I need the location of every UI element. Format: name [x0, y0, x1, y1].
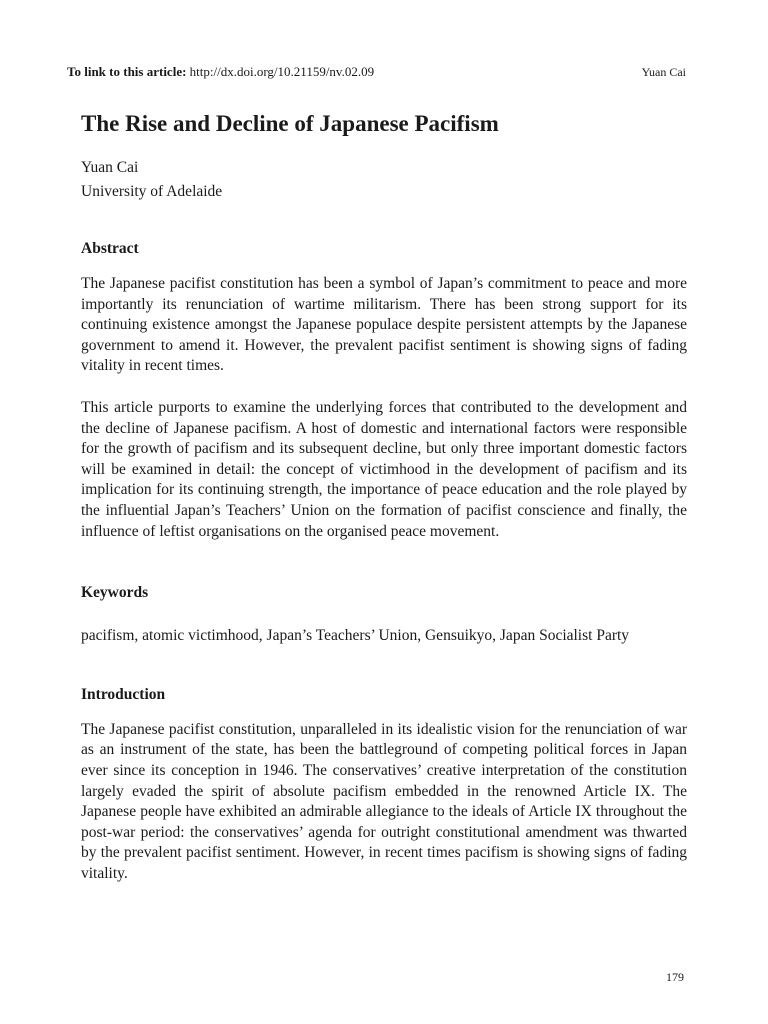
keywords-heading: Keywords	[81, 584, 149, 602]
author-affiliation: University of Adelaide	[81, 183, 223, 200]
abstract-heading: Abstract	[81, 240, 139, 257]
article-title: The Rise and Decline of Japanese Pacifism	[81, 111, 499, 136]
running-author: Yuan Cai	[641, 65, 686, 79]
link-label: To link to this article:	[67, 64, 187, 79]
introduction-paragraph: The Japanese pacifist constitution, unparalleled in its idealistic vision for the renunciation of war as an instrument of the state, has been the battleground of competing political forces in Japan ever since its conception in 1946. The conservatives’ creative interpretation of the constitution largely evaded the spirit of absolute pacifism embedded in the renowned Article IX. The Japanese people have exhibited an admirable allegiance to the ideals of Article IX throughout the post-war period: the conservatives’ agenda for outright constitutional amendment was thwarted by the prevalent pacifist sentiment. However, in recent times pacifism is showing signs of fading vitality.	[81, 720, 687, 882]
article-body	[81, 108, 687, 884]
abstract-paragraph: This article purports to examine the underlying forces that contributed to the development and the decline of Japanese pacifism. A host of domestic and international factors were responsible for the growth of pacifism and its subsequent decline, but only three important domestic factors will be examined in detail: the concept of victimhood in the development of pacifism and its implication for its continuing strength, the importance of peace education and the role played by the influential Japan’s Teachers’ Union on the formation of pacifist conscience and finally, the influence of leftist organisations on the organised peace movement.	[81, 398, 687, 540]
author-name: Yuan Cai	[81, 159, 139, 176]
page-number: 179	[666, 970, 684, 984]
keywords-list: pacifism, atomic victimhood, Japan’s Teachers’ Union, Gensuikyo, Japan Socialist Party	[81, 627, 630, 645]
introduction-heading: Introduction	[81, 685, 166, 703]
doi-link[interactable]: http://dx.doi.org/10.21159/nv.02.09	[189, 64, 375, 79]
running-header	[67, 63, 686, 81]
abstract-paragraph: The Japanese pacifist constitution has been a symbol of Japan’s commitment to peace and more importantly its renunciation of wartime militarism. There has been strong support for its continuing existence amongst the Japanese populace despite persistent attempts by the Japanese government to amend it. However, the prevalent pacifist sentiment is showing signs of fading vitality in recent times.	[81, 275, 687, 375]
